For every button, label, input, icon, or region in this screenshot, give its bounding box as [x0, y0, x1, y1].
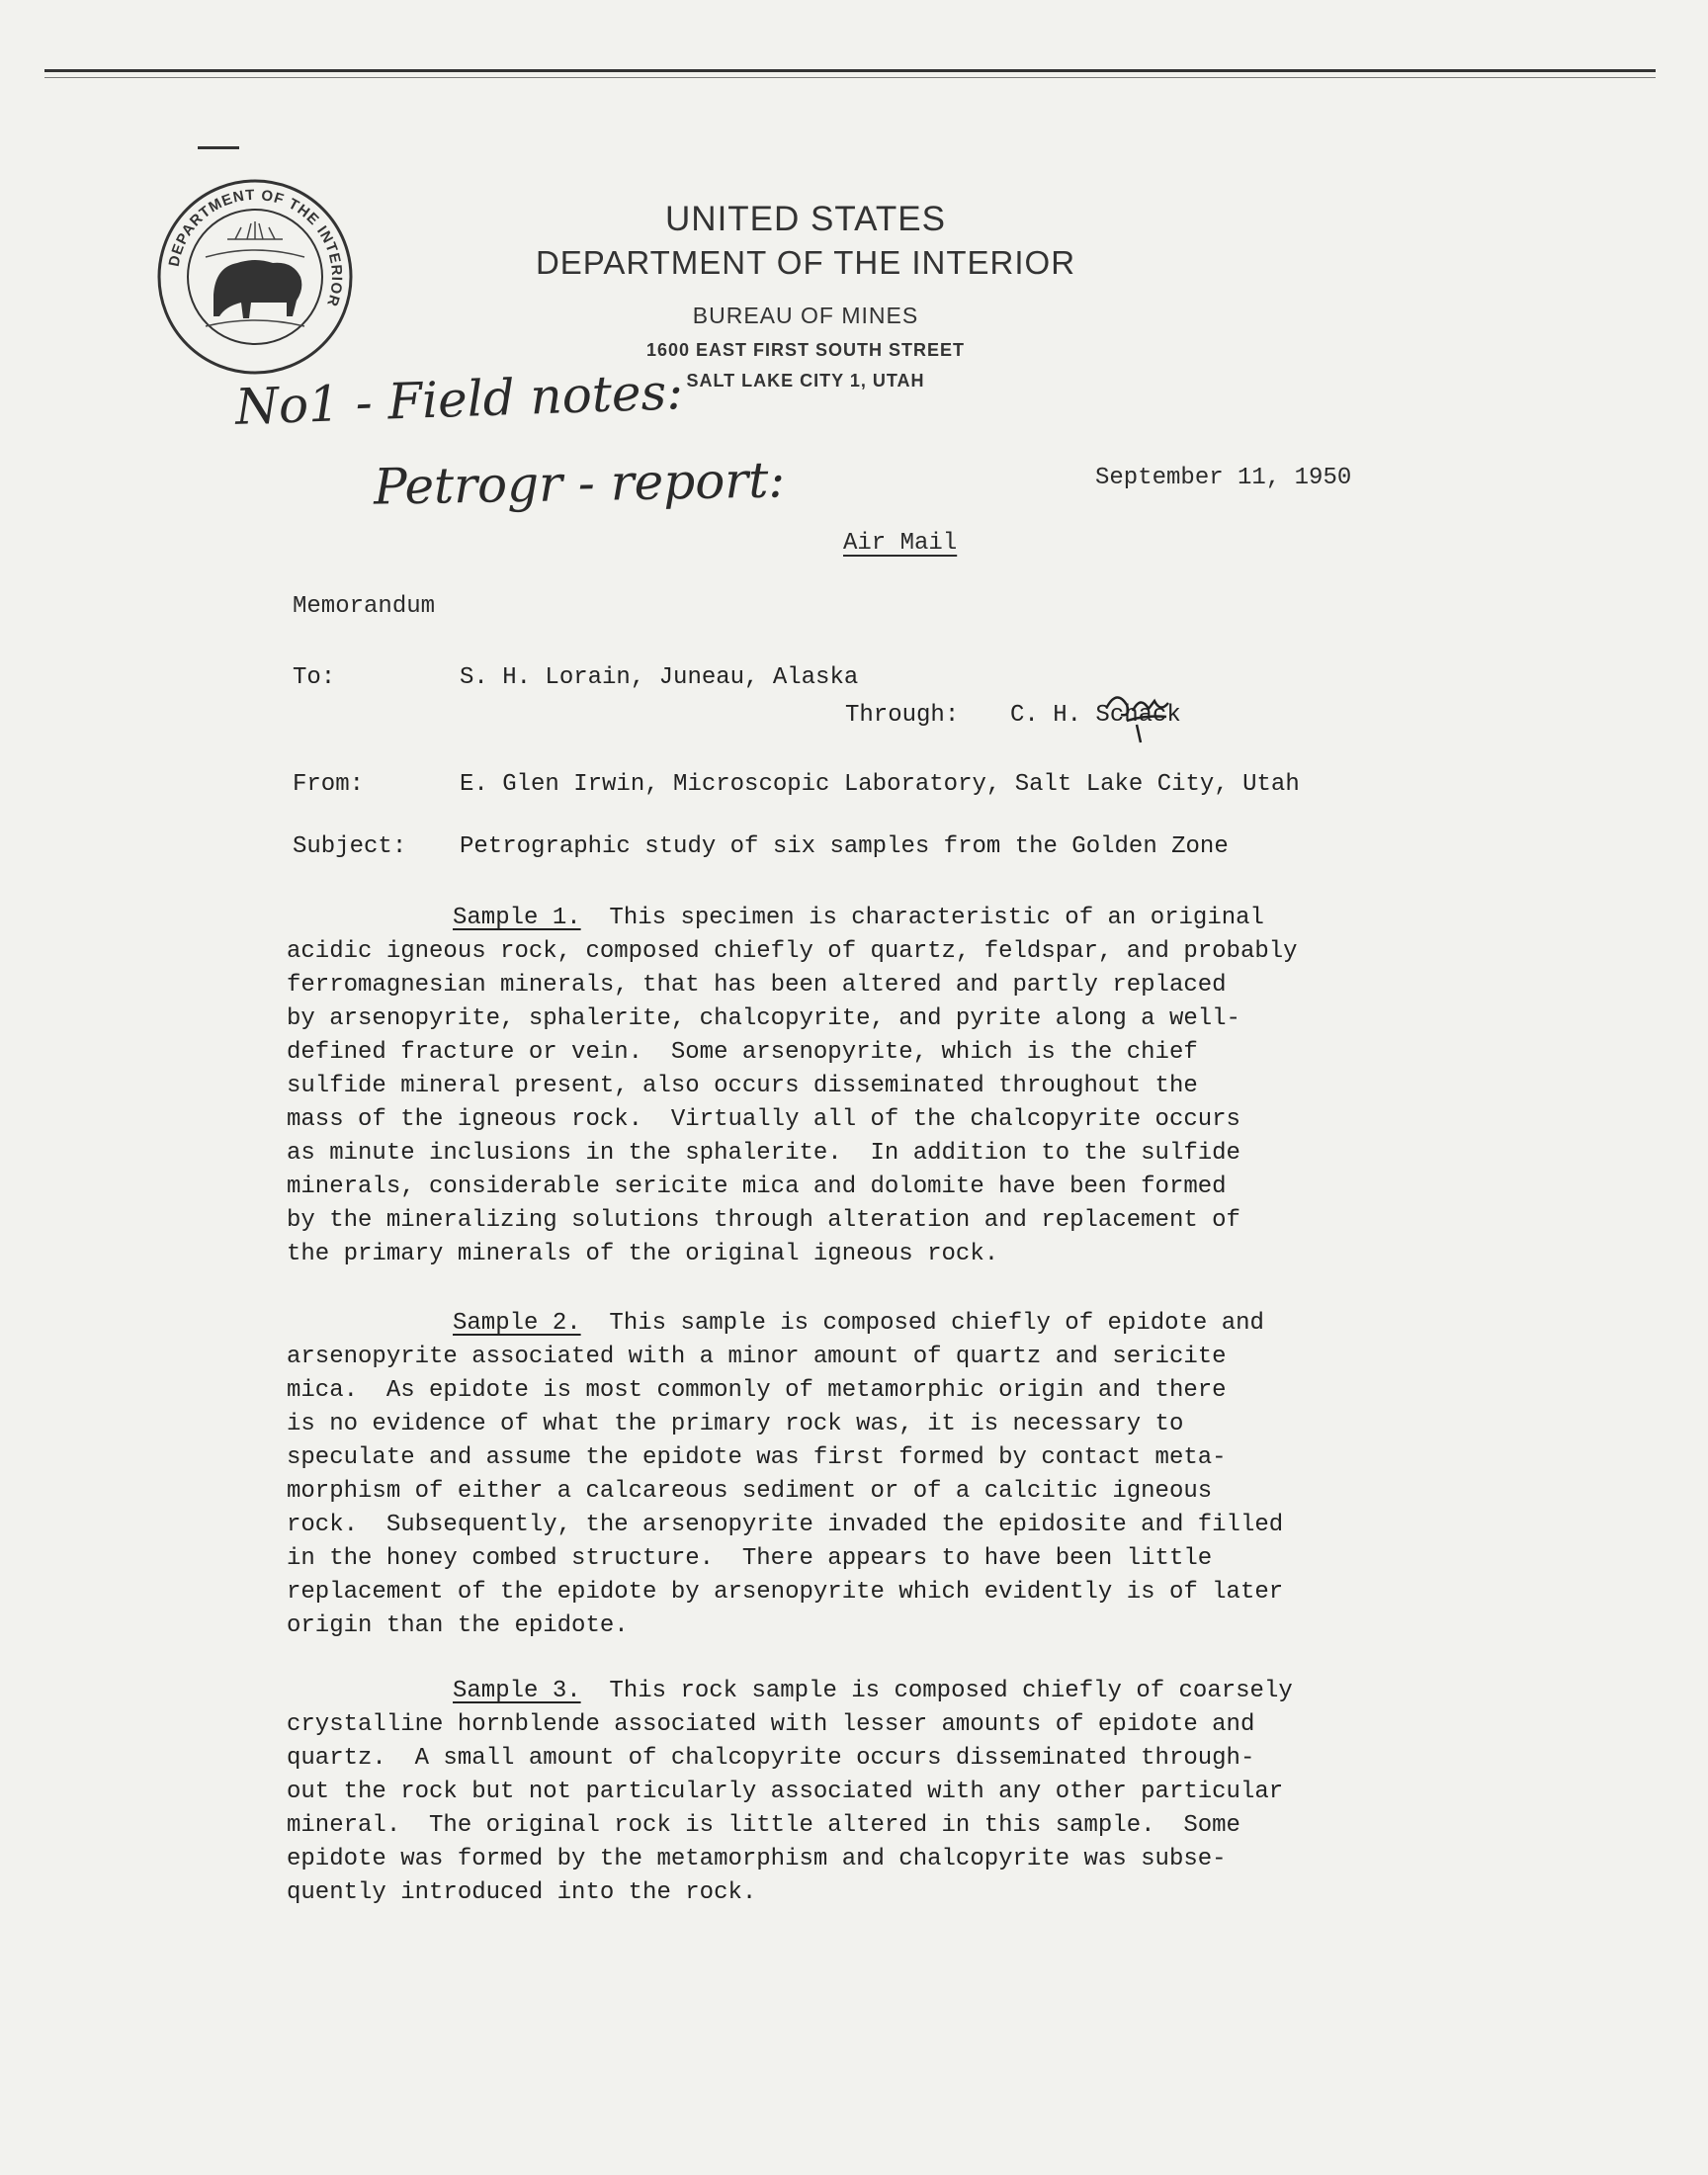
paragraph-line: as minute inclusions in the sphalerite. In addition to the sulfide	[287, 1140, 1240, 1167]
letterhead-city: SALT LAKE CITY 1, UTAH	[686, 371, 925, 391]
paragraph-line: is no evidence of what the primary rock was, it is necessary to	[287, 1411, 1184, 1437]
sample-first-line: This sample is composed chiefly of epidote and	[580, 1310, 1264, 1337]
memorandum-label: Memorandum	[293, 593, 436, 620]
paragraph-line: epidote was formed by the metamorphism and chalcopyrite was subse-	[287, 1846, 1227, 1872]
sample-heading: Sample 3.	[453, 1678, 581, 1704]
handwritten-note-2: Petrogr - report:	[373, 451, 786, 516]
from-label: From:	[293, 771, 365, 798]
paragraph-line: acidic igneous rock, composed chiefly of quartz, feldspar, and probably	[287, 938, 1298, 965]
paragraph-line: origin than the epidote.	[287, 1612, 629, 1639]
paragraph-line: morphism of either a calcareous sediment or of a calcitic igneous	[287, 1478, 1213, 1505]
corner-mark	[198, 146, 239, 149]
paragraph-line: mass of the igneous rock. Virtually all of the chalcopyrite occurs	[287, 1106, 1240, 1133]
paragraph-line: quartz. A small amount of chalcopyrite occurs disseminated through-	[287, 1745, 1255, 1772]
paragraph-line: defined fracture or vein. Some arsenopyrite, which is the chief	[287, 1039, 1198, 1066]
sample-heading: Sample 2.	[453, 1310, 581, 1337]
subject-label: Subject:	[293, 833, 407, 860]
letterhead-bureau: BUREAU OF MINES	[692, 303, 919, 328]
department-seal-icon	[156, 178, 354, 376]
letterhead-street: 1600 EAST FIRST SOUTH STREET	[645, 340, 966, 360]
paragraph-line: by the mineralizing solutions through alteration and replacement of	[287, 1207, 1240, 1234]
paragraph-line: mineral. The original rock is little altered in this sample. Some	[287, 1812, 1240, 1839]
initials-signature-icon	[1097, 687, 1216, 746]
paragraph-line: sulfide mineral present, also occurs disseminated throughout the	[287, 1073, 1198, 1099]
paragraph-line	[287, 1307, 1473, 1341]
paragraph-line: by arsenopyrite, sphalerite, chalcopyrite, and pyrite along a well-	[287, 1005, 1240, 1032]
paragraph-line: out the rock but not particularly associated with any other particular	[287, 1779, 1284, 1805]
handwritten-note-1: No1 - Field notes:	[234, 363, 684, 436]
from-value: E. Glen Irwin, Microscopic Laboratory, Salt Lake City, Utah	[460, 771, 1300, 798]
paragraph-line: rock. Subsequently, the arsenopyrite invaded the epidosite and filled	[287, 1512, 1284, 1538]
paragraph-line: the primary minerals of the original igneous rock.	[287, 1241, 999, 1267]
air-mail-label: Air Mail	[843, 530, 958, 557]
top-rule	[44, 69, 1656, 72]
sample-heading: Sample 1.	[453, 905, 581, 931]
paragraph-line: mica. As epidote is most commonly of metamorphic origin and there	[287, 1377, 1227, 1404]
sample-2-paragraph	[287, 1307, 1473, 1643]
top-rule-thin	[44, 77, 1656, 78]
letter-date: September 11, 1950	[1095, 465, 1352, 491]
letterhead-line2: DEPARTMENT OF THE INTERIOR	[535, 244, 1076, 281]
paragraph-line	[287, 902, 1473, 935]
to-label: To:	[293, 664, 336, 691]
subject-value: Petrographic study of six samples from the Golden Zone	[460, 833, 1229, 860]
paragraph-line: crystalline hornblende associated with lesser amounts of epidote and	[287, 1711, 1255, 1738]
paragraph-line: quently introduced into the rock.	[287, 1879, 757, 1906]
paragraph-line: in the honey combed structure. There appears to have been little	[287, 1545, 1213, 1572]
sample-first-line: This specimen is characteristic of an original	[580, 905, 1264, 931]
to-value: S. H. Lorain, Juneau, Alaska	[460, 664, 859, 691]
paragraph-line: replacement of the epidote by arsenopyrite which evidently is of later	[287, 1579, 1284, 1606]
paragraph-line	[287, 1675, 1473, 1708]
paragraph-line: ferromagnesian minerals, that has been altered and partly replaced	[287, 972, 1227, 999]
paragraph-line: minerals, considerable sericite mica and dolomite have been formed	[287, 1174, 1227, 1200]
paragraph-line: speculate and assume the epidote was first formed by contact meta-	[287, 1444, 1227, 1471]
sample-first-line: This rock sample is composed chiefly of coarsely	[580, 1678, 1293, 1704]
paragraph-line: arsenopyrite associated with a minor amount of quartz and sericite	[287, 1344, 1227, 1370]
through-value: C. H. Schack	[1010, 702, 1181, 729]
letterhead-line1: UNITED STATES	[665, 200, 946, 238]
seal-text: DEPARTMENT OF THE INTERIOR	[165, 186, 346, 309]
sample-3-paragraph	[287, 1675, 1473, 1910]
through-label: Through:	[845, 702, 960, 729]
sample-1-paragraph	[287, 902, 1473, 1271]
